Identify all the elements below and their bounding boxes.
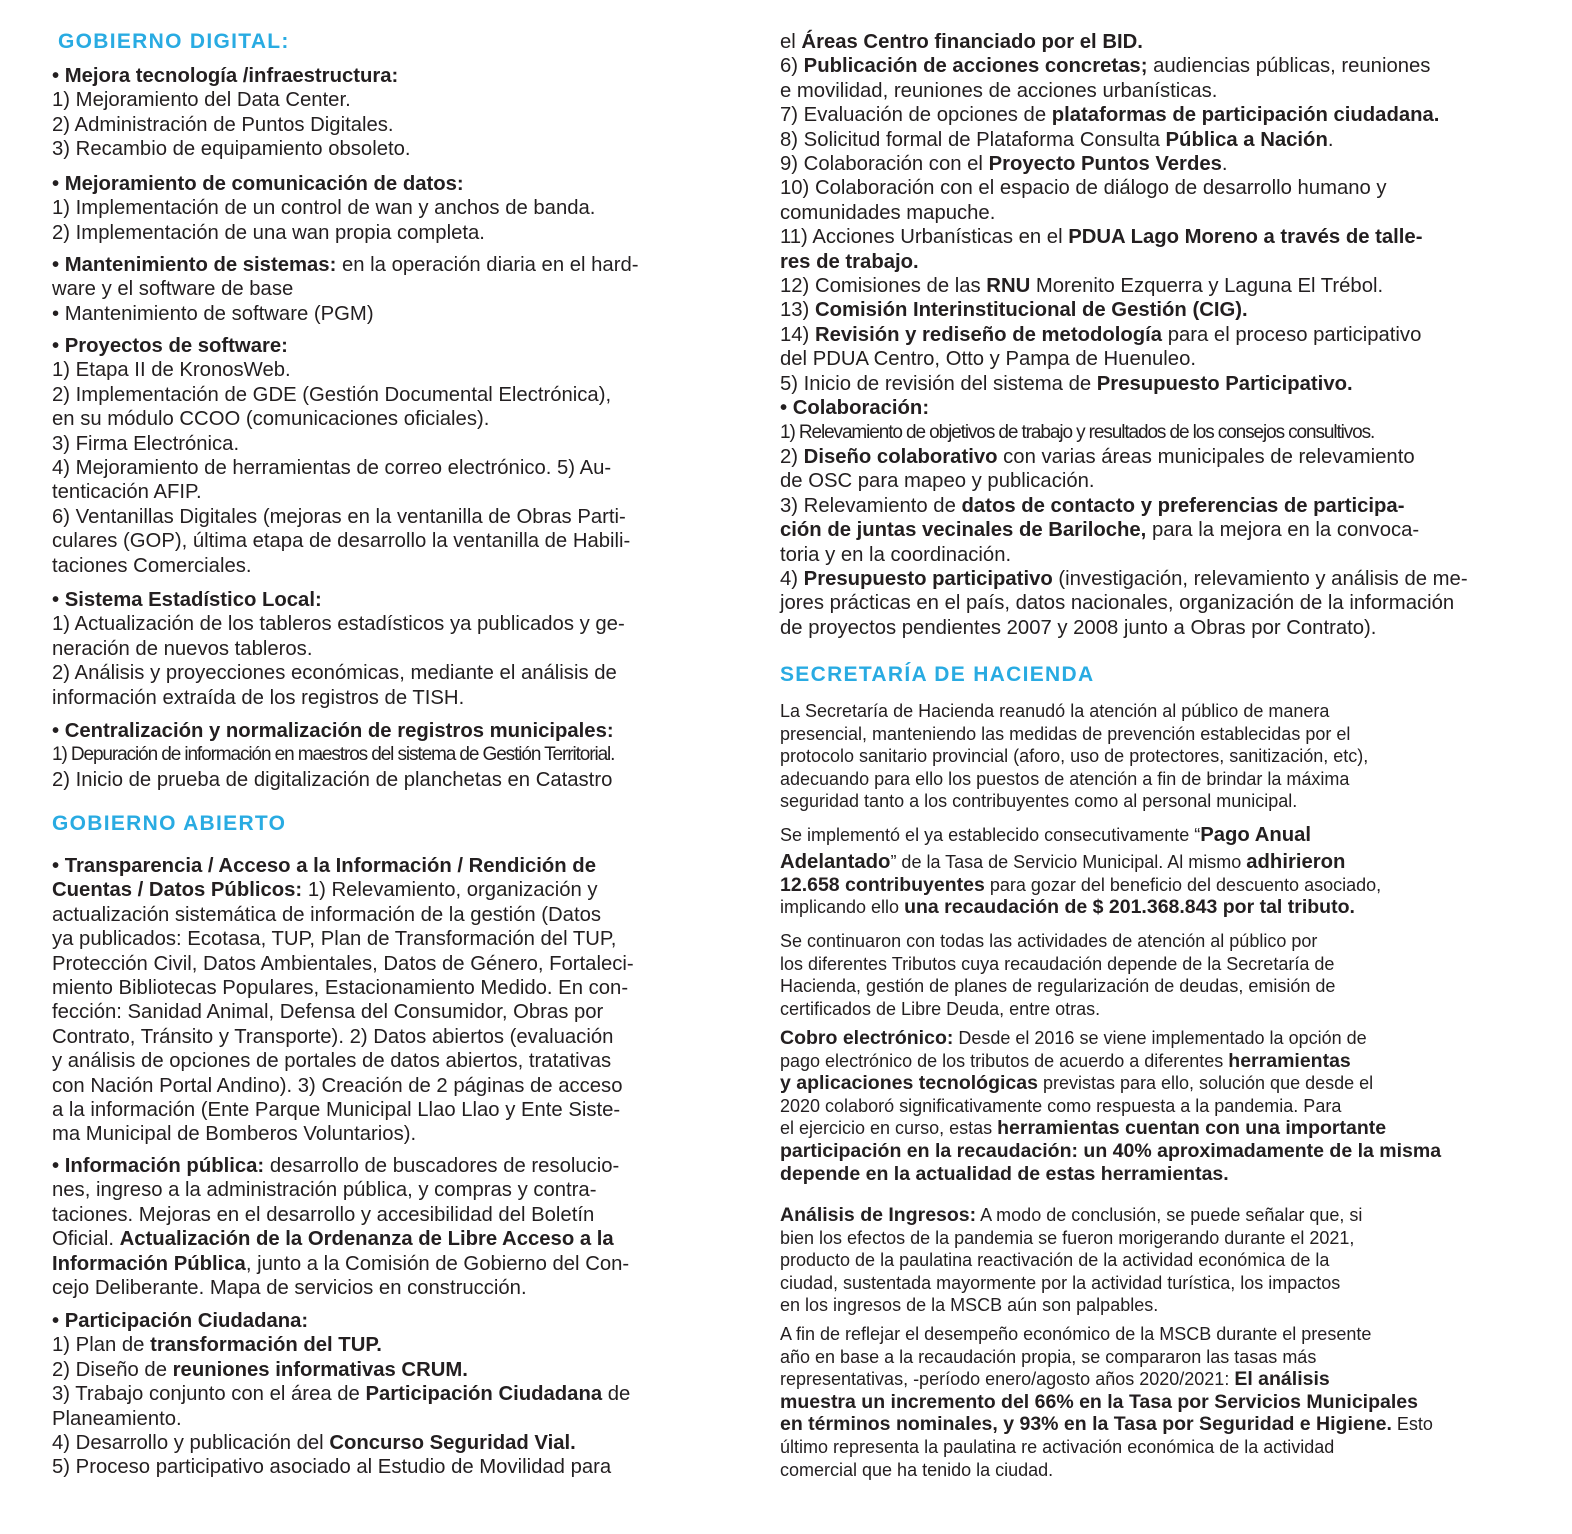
gd-block-estadistico [52,588,738,710]
list-item: 2) Implementación de una wan propia completa. [52,221,485,244]
list-item: 3) Firma Electrónica. [52,432,240,455]
ga-participacion: • Participación Ciudadana: 1) Plan de transformación del TUP. 2) Diseño de reuniones informativas CRUM. 3) Trabajo conjunto con el área de Participación Ciudadana de Planeamiento. 4) Desarrollo y publicación del Concurso Seguridad Vial. 5) Proceso participativo asociado al Estudio de Movilidad para [52,1310,631,1479]
list-item: neración de nuevos tableros. [52,637,313,660]
gd-block-proyectos [52,334,738,578]
hacienda-paragraph-2: Se implementó el ya establecido consecutivamente “Pago Anual Adelantado” de la Tasa de Servicio Municipal. Al mismo adhirieron 12.658 contribuyentes para gozar del beneficio del descuento asociado, implicando ello una recaudación de $ 201.368.843 por tal tributo. [780,824,1382,919]
hacienda-paragraph-1: La Secretaría de Hacienda reanudó la atención al público de manera presencial, manteniendo las medidas de prevención establecidas por el protocolo sanitario provincial (aforo, uso de protectores, sanitización, etc), adecuando para ello los puestos de atención a fin de brindar la máxima seguridad tanto a los contribuyentes como al personal municipal. [780,701,1369,812]
list-item: 1) Implementación de un control de wan y anchos de banda. [52,197,596,220]
list-item: ware y el software de base [52,278,294,301]
list-item: 3) Recambio de equipamiento obsoleto. [52,138,411,161]
list-item: • Mantenimiento de software (PGM) [52,302,374,325]
list-item: en su módulo CCOO (comunicaciones oficiales). [52,408,490,431]
list-item: 1) Actualización de los tableros estadísticos ya publicados y ge- [52,613,625,636]
list-item: taciones Comerciales. [52,554,252,577]
gd-block-centralizacion [52,719,738,792]
list-item: tenticación AFIP. [52,481,202,504]
list-item: 1) Etapa II de KronosWeb. [52,359,291,382]
gd-block-mantenimiento [52,253,738,326]
gd-block-infraestructura [52,64,738,162]
list-heading: • Mejora tecnología /infraestructura: [52,65,399,87]
list-item: información extraída de los registros de TISH. [52,686,465,709]
list-item: culares (GOP), última etapa de desarrollo la ventanilla de Habili- [52,530,631,553]
ga-transparencia: • Transparencia / Acceso a la Información / Rendición de Cuentas / Datos Públicos: 1) Relevamiento, organización y actualización sistemática de información de la gestión (Datos ya publicados: Ecotasa, TUP, Plan de Transformación del TUP, Protección Civil, Datos Ambientales, Datos de Género, Fortaleci- miento Bibliotecas Populares, Estacionamiento Medido. En con- fección: Sanidad Animal, Defensa del Consumidor, Obras por Contrato, Tránsito y Transporte). 2) Datos abiertos (evaluación y análisis de opciones de portales de datos abiertos, tratativas con Nación Portal Andino). 3) Creación de 2 páginas de acceso a la información (Ente Parque Municipal Llao Llao y Ente Siste- ma Municipal de Bomberos Voluntarios). [52,855,634,1146]
participacion-continuation: el Áreas Centro financiado por el BID. 6) Publicación de acciones concretas; audiencias públicas, reuniones e movilidad, reuniones de acciones urbanísticas. 7) Evaluación de opciones de plataformas de participación ciudadana. 8) Solicitud formal de Plataforma Consulta Pública a Nación. 9) Colaboración con el Proyecto Puntos Verdes. 10) Colaboración con el espacio de diálogo de desarrollo humano y comunidades mapuche. 11) Acciones Urbanísticas en el PDUA Lago Moreno a través de talle- res de trabajo. 12) Comisiones de las RNU Morenito Ezquerra y Laguna El Trébol. 13) Comisión Interinstitucional de Gestión (CIG). 14) Revisión y rediseño de metodología para el proceso participativo del PDUA Centro, Otto y Pampa de Huenuleo. 5) Inicio de revisión del sistema de Presupuesto Participativo. • Colaboración: 1) Relevamiento de objetivos de trabajo y resultados de los consejos consultivos. 2) Diseño colaborativo con varias áreas municipales de relevamiento de OSC para mapeo y publicación. 3) Relevamiento de datos de contacto y preferencias de participa- ción de juntas vecinales de Bariloche, para la mejora en la convoca- toria y en la coordinación. 4) Presupuesto participativo (investigación, relevamiento y análisis de me- jores prácticas en el país, datos nacionales, organización de la información de proyectos pendientes 2007 y 2008 junto a Obras por Contrato). [780,31,1468,639]
list-heading: • Mejoramiento de comunicación de datos: [52,173,464,195]
gobierno-abierto-title: GOBIERNO ABIERTO [52,812,287,835]
list-item: 2) Administración de Puntos Digitales. [52,113,394,136]
gd-block-comunicacion [52,172,738,245]
list-heading: • Mantenimiento de sistemas: en la operación diaria en el hard- [52,254,639,276]
list-item: 1) Depuración de información en maestros del sistema de Gestión Territorial. [52,744,615,766]
hacienda-desempeno: A fin de reflejar el desempeño económico de la MSCB durante el presente año en base a la recaudación propia, se compararon las tasas más representativas, -período enero/agosto años 2020/2021: El análisis muestra un incremento del 66% en la Tasa por Servicios Municipales en términos nominales, y 93% en la Tasa por Seguridad e Higiene. Esto último representa la paulatina re activación económica de la actividad comercial que ha tenido la ciudad. [780,1324,1433,1480]
hacienda-analisis-ingresos: Análisis de Ingresos: A modo de conclusión, se puede señalar que, si bien los efectos de la pandemia se fueron morigerando durante el 2021, producto de la paulatina reactivación de la actividad económica de la ciudad, sustentada mayormente por la actividad turística, los impactos en los ingresos de la MSCB aún son palpables. [780,1204,1363,1316]
list-item: 4) Mejoramiento de herramientas de correo electrónico. 5) Au- [52,457,612,480]
hacienda-title: SECRETARÍA DE HACIENDA [780,663,1095,686]
list-heading: • Centralización y normalización de registros municipales: [52,720,614,742]
hacienda-paragraph-3: Se continuaron con todas las actividades de atención al público por los diferentes Tributos cuya recaudación depende de la Secretaría de Hacienda, gestión de planes de regularización de deudas, emisión de certificados de Libre Deuda, entre otras. [780,931,1336,1019]
list-heading: • Proyectos de software: [52,335,288,357]
gobierno-digital-title: GOBIERNO DIGITAL: [58,30,290,53]
hacienda-cobro-electronico: Cobro electrónico: Desde el 2016 se viene implementado la opción de pago electrónico de los tributos de acuerdo a diferentes herramientas y aplicaciones tecnológicas previstas para ello, solución que desde el 2020 colaboró significativamente como respuesta a la pandemia. Para el ejercicio en curso, estas herramientas cuentan con una importante participación en la recaudación: un 40% aproximadamente de la misma depende en la actualidad de estas herramientas. [780,1027,1442,1185]
list-item: 2) Inicio de prueba de digitalización de planchetas en Catastro [52,768,613,791]
ga-informacion-publica: • Información pública: desarrollo de buscadores de resolucio- nes, ingreso a la administración pública, y compras y contra- taciones. Mejoras en el desarrollo y accesibilidad del Boletín Oficial. Actualización de la Ordenanza de Libre Acceso a la Información Pública, junto a la Comisión de Gobierno del Con- cejo Deliberante. Mapa de servicios en construcción. [52,1155,630,1300]
list-heading: • Sistema Estadístico Local: [52,589,322,611]
list-item: 2) Implementación de GDE (Gestión Documental Electrónica), [52,383,612,406]
list-item: 2) Análisis y proyecciones económicas, mediante el análisis de [52,662,617,685]
list-item: 1) Mejoramiento del Data Center. [52,89,351,112]
list-item: 6) Ventanillas Digitales (mejoras en la ventanilla de Obras Parti- [52,505,626,528]
